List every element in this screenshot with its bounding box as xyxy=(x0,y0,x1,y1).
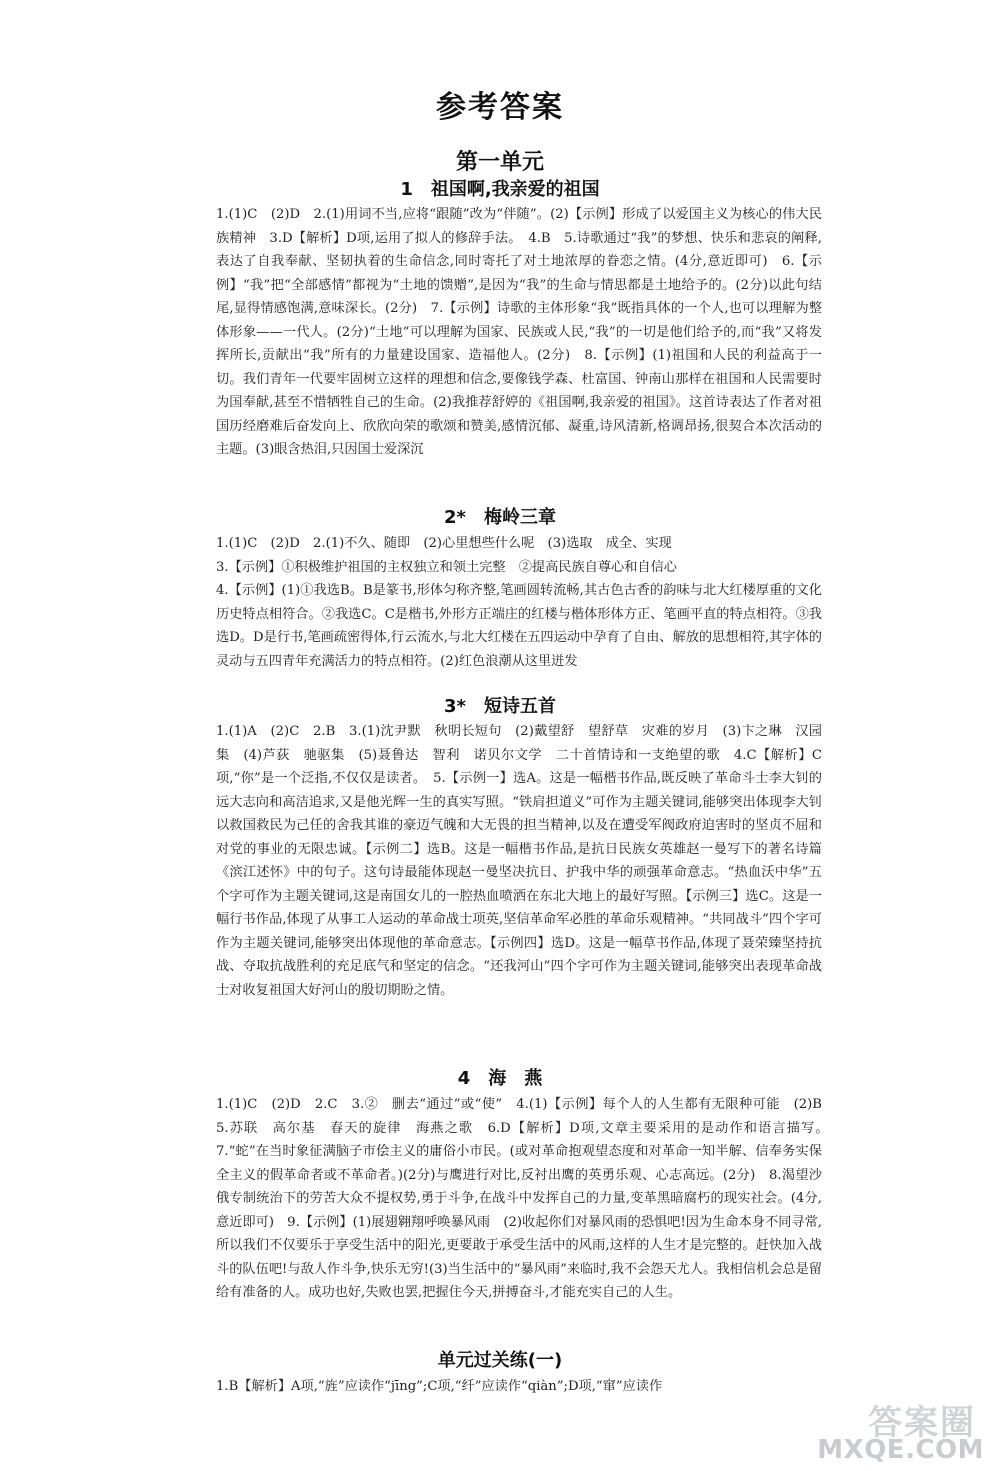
lesson-body-3 xyxy=(216,720,822,1002)
unit-review-heading: 单元过关练(一) xyxy=(437,1350,563,1371)
unit-review-body xyxy=(216,1375,822,1399)
page-title: 参考答案 xyxy=(436,90,564,125)
lesson-body-2 xyxy=(216,532,822,673)
watermark-url: MXQE.COM xyxy=(817,1435,984,1465)
unit-title: 第一单元 xyxy=(455,150,544,175)
answer-paragraph: 1.(1)C (2)D 2.(1)用词不当,应将“跟随”改为“伴随”。(2)【示例】形成了以爱国主义为核心的伟大民族精神 3.D【解析】D项,运用了拟人的修辞手法。 4.B 5.诗歌通过“我”的梦想、快乐和悲哀的阐释,表达了自我奉献、坚韧执着的生命信念,同时寄托了对土地浓厚的眷恋之情。(4分,意近即可) 6.【示例】“我”把“全部感情”都视为“土地的馈赠”,是因为“我”的生命与情思都是土地给予的。(2分)以此句结尾,显得情感饱满,意味深长。(2分) 7.【示例】诗歌的主体形象“我”既指具体的一个人,也可以理解为整体形象——一代人。(2分)“土地”可以理解为国家、民族或人民,“我”的一切是他们给予的,而“我”又将发挥所长,贡献出“我”所有的力量建设国家、造福他人。(2分) 8.【示例】(1)祖国和人民的利益高于一切。我们青年一代要牢固树立这样的理想和信念,要像钱学森、杜富国、钟南山那样在祖国和人民需要时为国奉献,甚至不惜牺牲自己的生命。(2)我推荐舒婷的《祖国啊,我亲爱的祖国》。这首诗表达了作者对祖国历经磨难后奋发向上、欣欣向荣的歌颂和赞美,感情沉郁、凝重,诗风清新,格调昂扬,很契合本次活动的主题。(3)眼含热泪,只因国士爱深沉 xyxy=(216,207,822,457)
lesson-heading-1: 1 祖国啊,我亲爱的祖国 xyxy=(400,179,600,200)
site-watermark xyxy=(794,1395,994,1465)
watermark-logo: 答案圈 xyxy=(868,1403,976,1443)
answer-paragraph: 4.【示例】(1)①我选B。B是篆书,形体匀称齐整,笔画圆转流畅,其古色古香的韵味与北大红楼厚重的文化历史特点相符合。②我选C。C是楷书,外形方正端庄的红楼与楷体形体方正、笔画平直的特点相符。③我选D。D是行书,笔画疏密得体,行云流水,与北大红楼在五四运动中孕育了自由、解放的思想相符,其字体的灵动与五四青年充满活力的特点相符。(2)红色浪潮从这里迸发 xyxy=(216,583,822,669)
answer-paragraph: 1.B【解析】A项,“旌”应读作“jīng”;C项,“纤”应读作“qiàn”;D项,“窜”应读作 xyxy=(216,1379,663,1394)
lesson-body-1 xyxy=(216,203,822,462)
lesson-body-4 xyxy=(216,1093,836,1305)
answer-paragraph: 1.(1)C (2)D 2.C 3.② 删去“通过”或“使” 4.(1)【示例】每个人的人生都有无限种可能 (2)B 5.苏联 高尔基 春天的旋律 海燕之歌 6.D【解析】D项,文章主要采用的是动作和语言描写。 7.“蛇”在当时象征满脑子市侩主义的庸俗小市民。(或对革命抱观望态度和对革命一知半解、信奉务实保全主义的假革命者或不革命者。)(2分)与鹰进行对比,反衬出鹰的英勇乐观、心志高远。(2分) 8.渴望沙俄专制统治下的劳苦大众不提权势,勇于斗争,在战斗中发挥自己的力量,变革黑暗腐朽的现实社会。(4分,意近即可) 9.【示例】(1)展翅翱翔呼唤暴风雨 (2)收起你们对暴风雨的恐惧吧!因为生命本身不同寻常,所以我们不仅要乐于享受生活中的阳光,更要敢于承受生活中的风雨,这样的人生才是完整的。赶快加入战斗的队伍吧!与敌人作斗争,快乐无穷!(3)当生活中的“暴风雨”来临时,我不会怨天尤人。我相信机会总是留给有准备的人。成功也好,失败也罢,把握住今天,拼搏奋斗,才能充实自己的人生。 xyxy=(216,1097,836,1300)
answer-paragraph: 3.【示例】①积极维护祖国的主权独立和领土完整 ②提高民族自尊心和自信心 xyxy=(216,559,677,575)
lesson-heading-4: 4 海 燕 xyxy=(457,1068,543,1089)
answer-paragraph: 1.(1)A (2)C 2.B 3.(1)沈尹默 秋明长短句 (2)戴望舒 望舒草 灾难的岁月 (3)卞之琳 汉园集 (4)芦荻 驰驱集 (5)聂鲁达 智利 诺贝尔文学 二十首情诗和一支绝望的歌 4.C【解析】C项,“你”是一个泛指,不仅仅是读者。 5.【示例一】选A。这是一幅楷书作品,既反映了革命斗士李大钊的远大志向和高洁追求,又是他光辉一生的真实写照。“铁肩担道义”可作为主题关键词,能够突出体现李大钊以救国救民为己任的舍我其谁的豪迈气魄和大无畏的担当精神,以及在遭受军阀政府迫害时的坚贞不屈和对党的事业的无限忠诚。【示例二】选B。这是一幅楷书作品,是抗日民族女英雄赵一曼写下的著名诗篇《滨江述怀》中的句子。这句诗最能体现赵一曼坚决抗日、护我中华的顽强革命意志。“热血沃中华”五个字可作为主题关键词,这是南国女儿的一腔热血喷洒在东北大地上的最好写照。【示例三】选C。这是一幅行书作品,体现了从事工人运动的革命战士项英,坚信革命军必胜的革命乐观精神。“共同战斗”四个字可作为主题关键词,能够突出体现他的革命意志。【示例四】选D。这是一幅草书作品,体现了聂荣臻坚持抗战、夺取抗战胜利的充足底气和坚定的信念。“还我河山”四个字可作为主题关键词,能够突出表现革命战士对收复祖国大好河山的殷切期盼之情。 xyxy=(216,724,822,998)
lesson-heading-3: 3* 短诗五首 xyxy=(444,696,556,717)
answer-paragraph: 1.(1)C (2)D 2.(1)不久、随即 (2)心里想些什么呢 (3)选取 成全、实现 xyxy=(216,536,672,551)
lesson-heading-2: 2* 梅岭三章 xyxy=(444,507,556,528)
